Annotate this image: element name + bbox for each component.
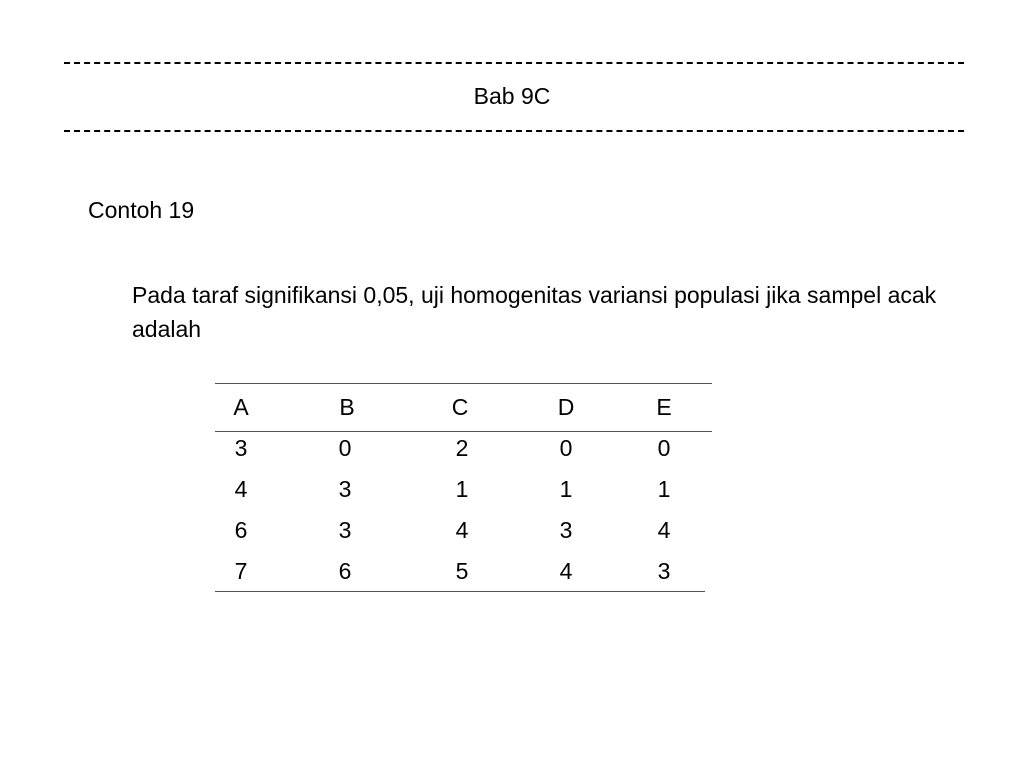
table-cell: 3	[559, 517, 573, 543]
page-title: Bab 9C	[473, 83, 551, 109]
table-cell: 1	[455, 476, 469, 502]
table-cell: 4	[455, 517, 469, 543]
table-cell: 5	[455, 558, 469, 584]
table-header-cell: B	[339, 394, 355, 420]
table-cell: 3	[234, 435, 248, 461]
table-header-cell: C	[451, 394, 469, 420]
table-cell: 0	[338, 435, 352, 461]
table-cell: 6	[234, 517, 248, 543]
table-top-rule	[215, 383, 712, 384]
table-header-cell: A	[233, 394, 249, 420]
problem-statement: Pada taraf signifikansi 0,05, uji homogenitas variansi populasi jika sampel acak adalah	[132, 282, 937, 342]
table-cell: 3	[657, 558, 671, 584]
table-cell: 1	[657, 476, 671, 502]
example-title: Contoh 19	[88, 197, 195, 223]
bottom-divider	[64, 130, 964, 132]
table-header-rule	[215, 431, 712, 432]
table-cell: 2	[455, 435, 469, 461]
table-header-cell: D	[557, 394, 575, 420]
table-cell: 1	[559, 476, 573, 502]
table-cell: 4	[559, 558, 573, 584]
table-cell: 3	[338, 517, 352, 543]
table-cell: 6	[338, 558, 352, 584]
table-cell: 3	[338, 476, 352, 502]
table-header-cell: E	[656, 394, 672, 420]
top-divider	[64, 62, 964, 64]
table-cell: 4	[657, 517, 671, 543]
table-cell: 0	[657, 435, 671, 461]
table-cell: 4	[234, 476, 248, 502]
table-bottom-rule	[215, 591, 705, 592]
table-cell: 7	[234, 558, 248, 584]
table-cell: 0	[559, 435, 573, 461]
